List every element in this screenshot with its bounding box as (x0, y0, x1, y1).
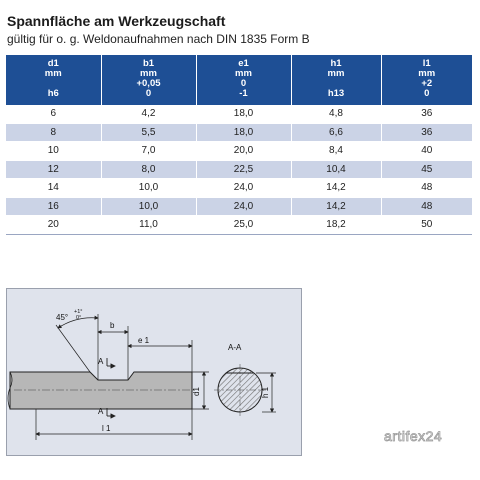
cell-b1: 10,0 (101, 179, 196, 198)
header-line: +0,05 (136, 78, 161, 89)
col-header-e1 (196, 55, 291, 105)
cell-l1: 48 (381, 197, 472, 216)
table-header-row (6, 55, 472, 105)
l1-label: l 1 (102, 424, 111, 433)
header-line: 0 (145, 88, 152, 99)
cell-e1: 24,0 (196, 197, 291, 216)
section-title: A-A (228, 343, 242, 352)
header-line: h13 (327, 88, 345, 99)
header-line: b1 (142, 58, 155, 69)
header-line: mm (44, 68, 62, 79)
header-line: mm (327, 68, 345, 79)
cell-h1: 8,4 (291, 142, 381, 161)
cell-l1: 45 (381, 160, 472, 179)
technical-drawing (6, 288, 302, 456)
cell-d1: 6 (6, 105, 101, 123)
cell-b1: 10,0 (101, 197, 196, 216)
e1-label: e 1 (138, 336, 150, 345)
table-row (6, 179, 472, 198)
cell-e1: 25,0 (196, 216, 291, 235)
header-line: 0 (240, 78, 247, 89)
header-line: mm (235, 68, 252, 79)
cell-l1: 40 (381, 142, 472, 161)
cell-e1: 24,0 (196, 179, 291, 198)
brand-logo (382, 424, 474, 448)
cell-h1: 14,2 (291, 179, 381, 198)
table-row (6, 105, 472, 123)
table-row (6, 123, 472, 142)
cell-h1: 18,2 (291, 216, 381, 235)
cell-b1: 11,0 (101, 216, 196, 235)
col-header-h1 (291, 55, 381, 105)
cell-l1: 48 (381, 179, 472, 198)
col-header-l1 (381, 55, 472, 105)
cell-b1: 8,0 (101, 160, 196, 179)
header-line: mm (418, 68, 436, 79)
header-line: -1 (239, 88, 248, 99)
cell-b1: 4,2 (101, 105, 196, 123)
cell-l1: 50 (381, 216, 472, 235)
cell-h1: 4,8 (291, 105, 381, 123)
cell-e1: 22,5 (196, 160, 291, 179)
cell-h1: 10,4 (291, 160, 381, 179)
col-header-d1 (6, 55, 101, 105)
header-line: +2 (421, 78, 433, 89)
cell-d1: 14 (6, 179, 101, 198)
cell-d1: 16 (6, 197, 101, 216)
cell-e1: 20,0 (196, 142, 291, 161)
cell-e1: 18,0 (196, 105, 291, 123)
h1-label: h 1 (261, 386, 270, 398)
cell-h1: 6,6 (291, 123, 381, 142)
table-row (6, 197, 472, 216)
cell-b1: 5,5 (101, 123, 196, 142)
header-line: d1 (47, 58, 59, 69)
angle-tol-upper: +1° (74, 309, 83, 315)
angle-label: 45° (56, 313, 69, 322)
cell-l1: 36 (381, 105, 472, 123)
section-marker-bottom: A (98, 407, 104, 416)
col-header-b1 (101, 55, 196, 105)
b-label: b (110, 321, 115, 330)
cell-d1: 12 (6, 160, 101, 179)
header-line: l1 (422, 58, 431, 69)
header-line: e1 (238, 58, 249, 69)
cell-h1: 14,2 (291, 197, 381, 216)
cell-d1: 20 (6, 216, 101, 235)
header-line: h1 (330, 58, 342, 69)
cell-e1: 18,0 (196, 123, 291, 142)
dimension-table (6, 55, 472, 235)
header-line: mm (140, 68, 157, 79)
cell-d1: 10 (6, 142, 101, 161)
section-marker-top: A (98, 357, 104, 366)
cell-d1: 8 (6, 123, 101, 142)
page-subtitle: gültig für o. g. Weldonaufnahmen nach DIN 1835 Form B (7, 32, 310, 46)
cell-l1: 36 (381, 123, 472, 142)
table-row (6, 160, 472, 179)
angle-tol-lower: 0° (76, 315, 82, 321)
logo-text: artifex24 (384, 428, 443, 444)
table-row (6, 216, 472, 235)
d1-label: d1 (192, 387, 201, 396)
table-row (6, 142, 472, 161)
header-line: 0 (424, 88, 430, 99)
cell-b1: 7,0 (101, 142, 196, 161)
page-title: Spannfläche am Werkzeugschaft (7, 13, 226, 29)
header-line: h6 (47, 88, 59, 99)
